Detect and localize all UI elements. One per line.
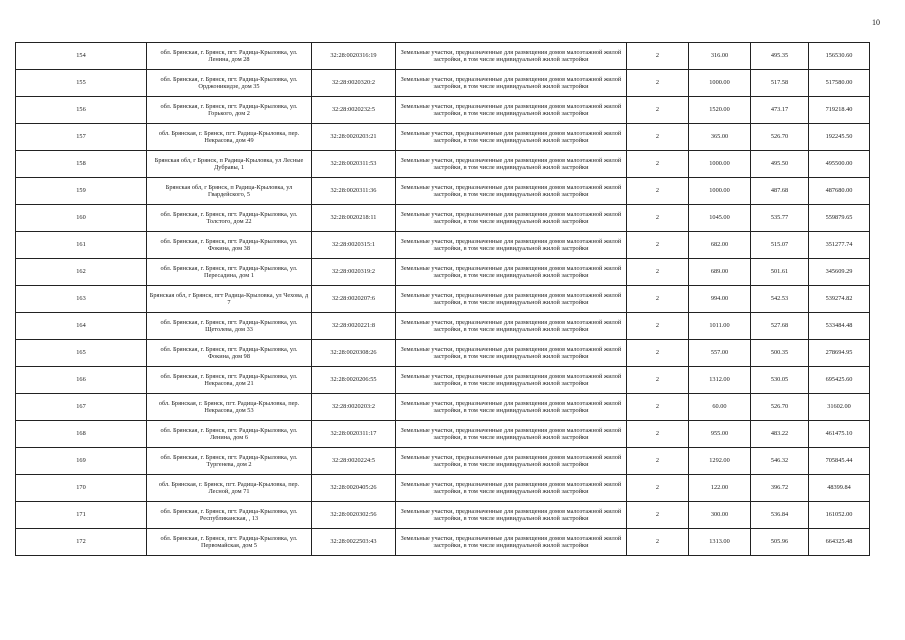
specific-value-cell: 495.35 <box>751 43 809 70</box>
cadastral-number-cell: 32:28:0020203:21 <box>312 124 396 151</box>
specific-value-cell: 526.70 <box>751 124 809 151</box>
land-use-cell: Земельные участки, предназначенные для размещения домов малоэтажной жилой застройки, в том числе индивидуальной жилой застройки <box>396 178 627 205</box>
table-row <box>16 340 870 367</box>
cadastral-number-cell: 32:28:0020206:55 <box>312 367 396 394</box>
table-row <box>16 97 870 124</box>
row-number: 161 <box>16 232 147 259</box>
specific-value-cell: 546.32 <box>751 448 809 475</box>
specific-value-cell: 505.96 <box>751 529 809 556</box>
table-row <box>16 448 870 475</box>
row-number: 163 <box>16 286 147 313</box>
address-cell: Брянская обл, г Брянск, пгт Радица-Крыловка, ул Чехова, д 7 <box>147 286 312 313</box>
cadastral-value-cell: 719218.40 <box>809 97 870 124</box>
table-row <box>16 367 870 394</box>
land-plots-table <box>15 42 870 556</box>
cadastral-number-cell: 32:28:0020316:19 <box>312 43 396 70</box>
land-use-cell: Земельные участки, предназначенные для размещения домов малоэтажной жилой застройки, в том числе индивидуальной жилой застройки <box>396 43 627 70</box>
table-row <box>16 70 870 97</box>
group-cell: 2 <box>627 124 689 151</box>
row-number: 160 <box>16 205 147 232</box>
table-row <box>16 43 870 70</box>
row-number: 167 <box>16 394 147 421</box>
group-cell: 2 <box>627 43 689 70</box>
group-cell: 2 <box>627 340 689 367</box>
cadastral-value-cell: 539274.82 <box>809 286 870 313</box>
address-cell: обл. Брянская, г. Брянск, пгт. Радица-Крыловка, ул. Толстого, дом 22 <box>147 205 312 232</box>
area-cell: 955.00 <box>689 421 751 448</box>
group-cell: 2 <box>627 475 689 502</box>
area-cell: 1000.00 <box>689 151 751 178</box>
cadastral-value-cell: 345609.29 <box>809 259 870 286</box>
group-cell: 2 <box>627 313 689 340</box>
row-number: 158 <box>16 151 147 178</box>
row-number: 157 <box>16 124 147 151</box>
row-number: 165 <box>16 340 147 367</box>
land-use-cell: Земельные участки, предназначенные для размещения домов малоэтажной жилой застройки, в том числе индивидуальной жилой застройки <box>396 421 627 448</box>
address-cell: обл. Брянская, г. Брянск, пгт. Радица-Крыловка, ул. Ленина, дом 28 <box>147 43 312 70</box>
specific-value-cell: 495.50 <box>751 151 809 178</box>
cadastral-value-cell: 48399.84 <box>809 475 870 502</box>
area-cell: 682.00 <box>689 232 751 259</box>
address-cell: обл. Брянская, г. Брянск, пгт. Радица-Крыловка, ул. Горького, дом 2 <box>147 97 312 124</box>
row-number: 166 <box>16 367 147 394</box>
cadastral-number-cell: 32:28:0020224:5 <box>312 448 396 475</box>
cadastral-number-cell: 32:28:0020308:26 <box>312 340 396 367</box>
cadastral-value-cell: 351277.74 <box>809 232 870 259</box>
group-cell: 2 <box>627 421 689 448</box>
address-cell: Брянская обл, г Брянск, п Радица-Крыловка, ул Лесные Дубравы, 1 <box>147 151 312 178</box>
group-cell: 2 <box>627 529 689 556</box>
cadastral-value-cell: 461475.10 <box>809 421 870 448</box>
group-cell: 2 <box>627 259 689 286</box>
cadastral-number-cell: 32:28:0020311:36 <box>312 178 396 205</box>
specific-value-cell: 515.07 <box>751 232 809 259</box>
cadastral-value-cell: 533484.48 <box>809 313 870 340</box>
specific-value-cell: 396.72 <box>751 475 809 502</box>
specific-value-cell: 536.84 <box>751 502 809 529</box>
area-cell: 1011.00 <box>689 313 751 340</box>
row-number: 168 <box>16 421 147 448</box>
area-cell: 60.00 <box>689 394 751 421</box>
address-cell: обл. Брянская, г. Брянск, пгт. Радица-Крыловка, ул. Некрасова, дом 21 <box>147 367 312 394</box>
specific-value-cell: 487.68 <box>751 178 809 205</box>
cadastral-value-cell: 495500.00 <box>809 151 870 178</box>
cadastral-number-cell: 32:28:0022503:43 <box>312 529 396 556</box>
land-use-cell: Земельные участки, предназначенные для размещения домов малоэтажной жилой застройки, в том числе индивидуальной жилой застройки <box>396 502 627 529</box>
table-row <box>16 475 870 502</box>
address-cell: обл. Брянская, г. Брянск, пгт. Радица-Крыловка, ул. Фокина, дом 38 <box>147 232 312 259</box>
specific-value-cell: 526.70 <box>751 394 809 421</box>
area-cell: 1000.00 <box>689 178 751 205</box>
group-cell: 2 <box>627 151 689 178</box>
specific-value-cell: 535.77 <box>751 205 809 232</box>
cadastral-value-cell: 278694.95 <box>809 340 870 367</box>
address-cell: обл. Брянская, г. Брянск, пгт. Радица-Крыловка, пер. Лесной, дом 71 <box>147 475 312 502</box>
group-cell: 2 <box>627 178 689 205</box>
cadastral-number-cell: 32:28:0020320:2 <box>312 70 396 97</box>
address-cell: обл. Брянская, г. Брянск, пгт. Радица-Крыловка, ул. Ленина, дом 6 <box>147 421 312 448</box>
land-use-cell: Земельные участки, предназначенные для размещения домов малоэтажной жилой застройки, в том числе индивидуальной жилой застройки <box>396 124 627 151</box>
cadastral-value-cell: 559879.65 <box>809 205 870 232</box>
table-row <box>16 502 870 529</box>
table-row <box>16 151 870 178</box>
land-use-cell: Земельные участки, предназначенные для размещения домов малоэтажной жилой застройки, в том числе индивидуальной жилой застройки <box>396 151 627 178</box>
row-number: 169 <box>16 448 147 475</box>
cadastral-number-cell: 32:28:0020311:17 <box>312 421 396 448</box>
specific-value-cell: 500.35 <box>751 340 809 367</box>
specific-value-cell: 483.22 <box>751 421 809 448</box>
table-row <box>16 394 870 421</box>
area-cell: 994.00 <box>689 286 751 313</box>
table-row <box>16 529 870 556</box>
cadastral-number-cell: 32:28:0020207:6 <box>312 286 396 313</box>
address-cell: обл. Брянская, г. Брянск, пгт. Радица-Крыловка, пер. Некрасова, дом 49 <box>147 124 312 151</box>
land-use-cell: Земельные участки, предназначенные для размещения домов малоэтажной жилой застройки, в том числе индивидуальной жилой застройки <box>396 448 627 475</box>
row-number: 159 <box>16 178 147 205</box>
specific-value-cell: 542.53 <box>751 286 809 313</box>
table-row <box>16 124 870 151</box>
group-cell: 2 <box>627 367 689 394</box>
group-cell: 2 <box>627 205 689 232</box>
area-cell: 1292.00 <box>689 448 751 475</box>
cadastral-number-cell: 32:28:0020405:26 <box>312 475 396 502</box>
area-cell: 316.00 <box>689 43 751 70</box>
cadastral-value-cell: 192245.50 <box>809 124 870 151</box>
row-number: 171 <box>16 502 147 529</box>
address-cell: Брянская обл, г Брянск, п Радица-Крыловка, ул Гвардейского, 5 <box>147 178 312 205</box>
land-use-cell: Земельные участки, предназначенные для размещения домов малоэтажной жилой застройки, в том числе индивидуальной жилой застройки <box>396 313 627 340</box>
cadastral-number-cell: 32:28:0020203:2 <box>312 394 396 421</box>
specific-value-cell: 517.58 <box>751 70 809 97</box>
address-cell: обл. Брянская, г. Брянск, пгт. Радица-Крыловка, ул. Щетолева, дом 33 <box>147 313 312 340</box>
row-number: 154 <box>16 43 147 70</box>
area-cell: 122.00 <box>689 475 751 502</box>
table-row <box>16 286 870 313</box>
area-cell: 557.00 <box>689 340 751 367</box>
address-cell: обл. Брянская, г. Брянск, пгт. Радица-Крыловка, ул. Республиканская, , 13 <box>147 502 312 529</box>
land-use-cell: Земельные участки, предназначенные для размещения домов малоэтажной жилой застройки, в том числе индивидуальной жилой застройки <box>396 394 627 421</box>
area-cell: 1520.00 <box>689 97 751 124</box>
land-use-cell: Земельные участки, предназначенные для размещения домов малоэтажной жилой застройки, в том числе индивидуальной жилой застройки <box>396 529 627 556</box>
table-body <box>16 43 870 556</box>
cadastral-number-cell: 32:28:0020218:11 <box>312 205 396 232</box>
area-cell: 300.00 <box>689 502 751 529</box>
land-use-cell: Земельные участки, предназначенные для размещения домов малоэтажной жилой застройки, в том числе индивидуальной жилой застройки <box>396 97 627 124</box>
table-row <box>16 421 870 448</box>
row-number: 155 <box>16 70 147 97</box>
area-cell: 365.00 <box>689 124 751 151</box>
land-use-cell: Земельные участки, предназначенные для размещения домов малоэтажной жилой застройки, в том числе индивидуальной жилой застройки <box>396 286 627 313</box>
cadastral-value-cell: 487680.00 <box>809 178 870 205</box>
area-cell: 1000.00 <box>689 70 751 97</box>
group-cell: 2 <box>627 97 689 124</box>
land-use-cell: Земельные участки, предназначенные для размещения домов малоэтажной жилой застройки, в том числе индивидуальной жилой застройки <box>396 205 627 232</box>
address-cell: обл. Брянская, г. Брянск, пгт. Радица-Крыловка, ул. Фокина, дом 98 <box>147 340 312 367</box>
specific-value-cell: 530.05 <box>751 367 809 394</box>
land-use-cell: Земельные участки, предназначенные для размещения домов малоэтажной жилой застройки, в том числе индивидуальной жилой застройки <box>396 70 627 97</box>
group-cell: 2 <box>627 394 689 421</box>
land-use-cell: Земельные участки, предназначенные для размещения домов малоэтажной жилой застройки, в том числе индивидуальной жилой застройки <box>396 232 627 259</box>
address-cell: обл. Брянская, г. Брянск, пгт. Радица-Крыловка, ул. Тургенева, дом 2 <box>147 448 312 475</box>
cadastral-number-cell: 32:28:0020232:5 <box>312 97 396 124</box>
row-number: 170 <box>16 475 147 502</box>
cadastral-value-cell: 705845.44 <box>809 448 870 475</box>
page-number: 10 <box>872 18 880 27</box>
table-row <box>16 205 870 232</box>
address-cell: обл. Брянская, г. Брянск, пгт. Радица-Крыловка, пер. Некрасова, дом 53 <box>147 394 312 421</box>
row-number: 156 <box>16 97 147 124</box>
cadastral-value-cell: 695425.60 <box>809 367 870 394</box>
cadastral-value-cell: 31602.00 <box>809 394 870 421</box>
group-cell: 2 <box>627 286 689 313</box>
cadastral-number-cell: 32:28:0020302:56 <box>312 502 396 529</box>
land-use-cell: Земельные участки, предназначенные для размещения домов малоэтажной жилой застройки, в том числе индивидуальной жилой застройки <box>396 475 627 502</box>
area-cell: 1312.00 <box>689 367 751 394</box>
group-cell: 2 <box>627 70 689 97</box>
specific-value-cell: 473.17 <box>751 97 809 124</box>
table-row <box>16 178 870 205</box>
cadastral-number-cell: 32:28:0020315:1 <box>312 232 396 259</box>
cadastral-value-cell: 664325.48 <box>809 529 870 556</box>
cadastral-number-cell: 32:28:0020319:2 <box>312 259 396 286</box>
table-row <box>16 232 870 259</box>
cadastral-value-cell: 156530.60 <box>809 43 870 70</box>
address-cell: обл. Брянская, г. Брянск, пгт. Радица-Крыловка, ул. Пересадина, дом 1 <box>147 259 312 286</box>
row-number: 172 <box>16 529 147 556</box>
land-use-cell: Земельные участки, предназначенные для размещения домов малоэтажной жилой застройки, в том числе индивидуальной жилой застройки <box>396 259 627 286</box>
group-cell: 2 <box>627 502 689 529</box>
row-number: 162 <box>16 259 147 286</box>
cadastral-number-cell: 32:28:0020311:53 <box>312 151 396 178</box>
cadastral-number-cell: 32:28:0020221:8 <box>312 313 396 340</box>
address-cell: обл. Брянская, г. Брянск, пгт. Радица-Крыловка, ул. Первомайская, дом 5 <box>147 529 312 556</box>
land-use-cell: Земельные участки, предназначенные для размещения домов малоэтажной жилой застройки, в том числе индивидуальной жилой застройки <box>396 367 627 394</box>
address-cell: обл. Брянская, г. Брянск, пгт. Радица-Крыловка, ул. Орджоникидзе, дом 35 <box>147 70 312 97</box>
table-row <box>16 259 870 286</box>
land-use-cell: Земельные участки, предназначенные для размещения домов малоэтажной жилой застройки, в том числе индивидуальной жилой застройки <box>396 340 627 367</box>
cadastral-value-cell: 161052.00 <box>809 502 870 529</box>
specific-value-cell: 501.61 <box>751 259 809 286</box>
group-cell: 2 <box>627 232 689 259</box>
cadastral-value-cell: 517580.00 <box>809 70 870 97</box>
area-cell: 1045.00 <box>689 205 751 232</box>
table-row <box>16 313 870 340</box>
area-cell: 689.00 <box>689 259 751 286</box>
row-number: 164 <box>16 313 147 340</box>
area-cell: 1313.00 <box>689 529 751 556</box>
specific-value-cell: 527.68 <box>751 313 809 340</box>
group-cell: 2 <box>627 448 689 475</box>
